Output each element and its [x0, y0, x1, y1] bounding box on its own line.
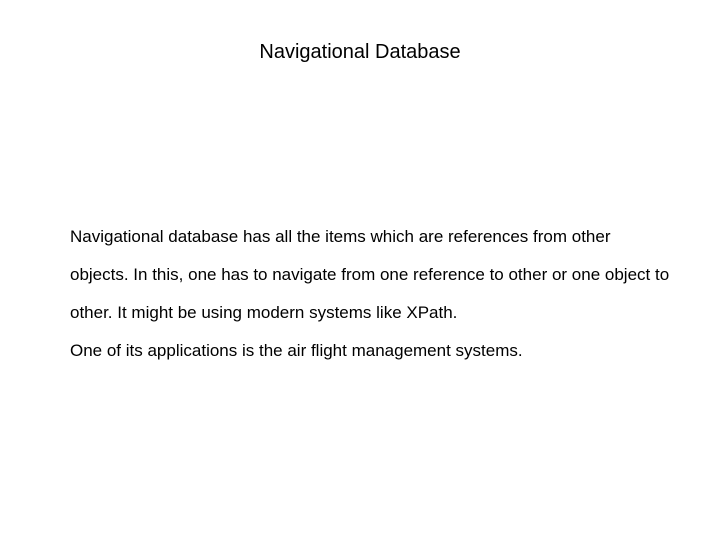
- body-paragraph-2: One of its applications is the air flight management systems.: [70, 341, 523, 360]
- slide-body: [70, 218, 670, 370]
- slide-title: Navigational Database: [259, 41, 461, 63]
- body-paragraph-1: Navigational database has all the items which are references from other objects. In this, one has to navigate from one reference to other or one object to other. It might be using modern systems like XPath.: [70, 227, 670, 322]
